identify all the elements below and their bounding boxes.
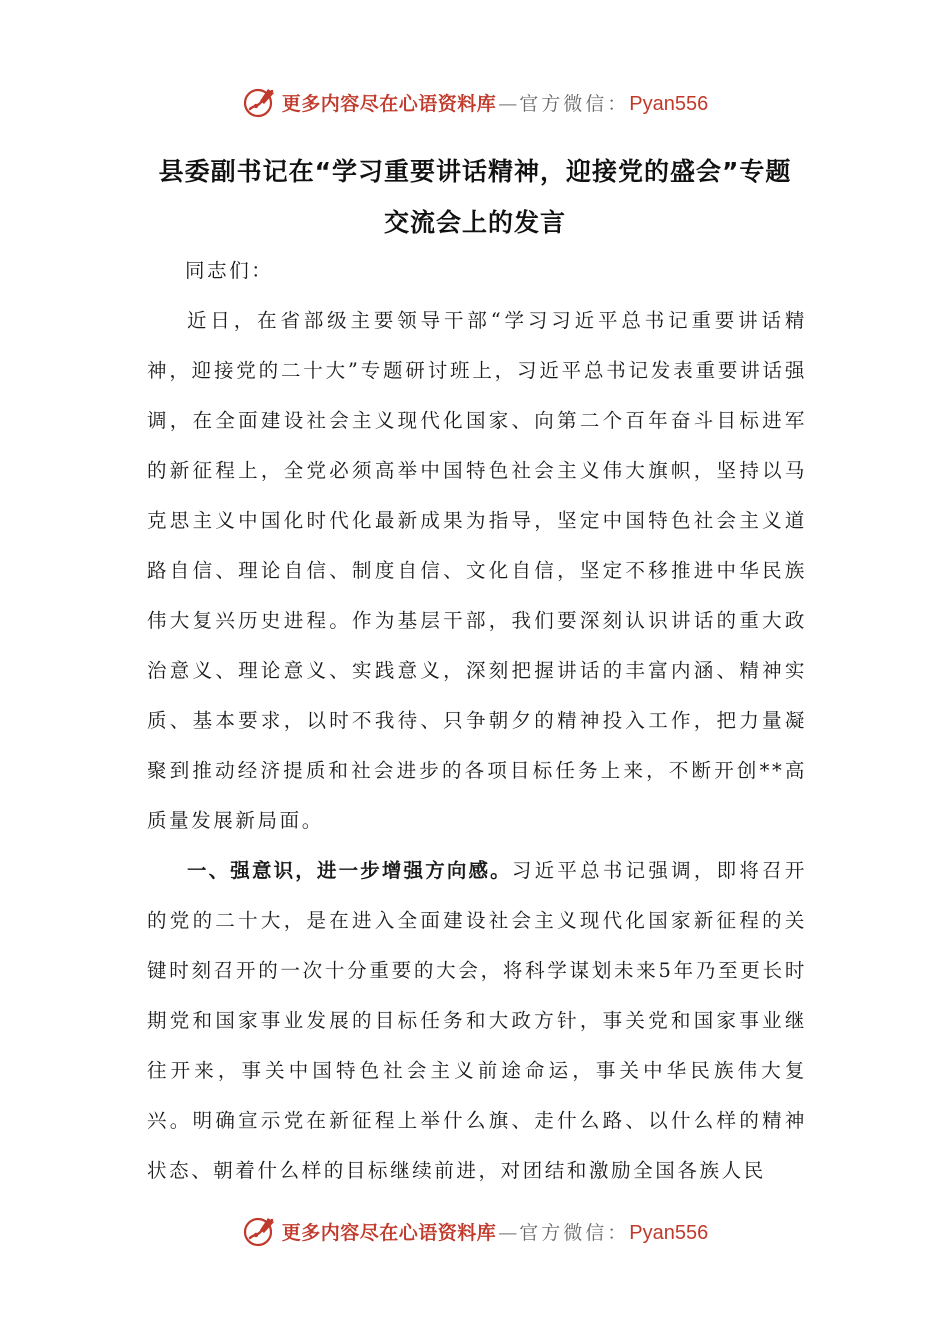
pen-logo-icon	[242, 1214, 276, 1248]
section-1-heading: 一、强意识，进一步增强方向感。	[187, 859, 512, 882]
banner-wechat-label: 官方微信：	[519, 92, 630, 115]
pen-logo-icon	[242, 85, 276, 119]
header-banner	[0, 82, 950, 122]
banner-dash: —	[498, 92, 518, 115]
banner-wechat-label: 官方微信：	[519, 1221, 630, 1244]
banner-wechat-id: Pyan556	[629, 92, 709, 115]
paragraph-section-1	[147, 846, 807, 1196]
document-title-line-1: 县委副书记在“学习重要讲话精神，迎接党的盛会”专题	[158, 157, 792, 186]
footer-banner	[0, 1211, 950, 1251]
greeting: 同志们：	[185, 259, 274, 282]
banner-main-text: 更多内容尽在心语资料库	[281, 1221, 497, 1244]
banner-wechat-id: Pyan556	[629, 1221, 709, 1244]
banner-main-text: 更多内容尽在心语资料库	[281, 92, 497, 115]
section-1-text: 习近平总书记强调，即将召开的党的二十大，是在进入全面建设社会主义现代化国家新征程的关键时刻召开的一次十分重要的大会，将科学谋划未来5年乃至更长时期党和国家事业发展的目标任务和大政方针，事关党和国家事业继往开来，事关中国特色社会主义前途命运，事关中华民族伟大复兴。明确宣示党在新征程上举什么旗、走什么路、以什么样的精神状态、朝着什么样的目标继续前进，对团结和激励全国各族人民	[147, 859, 807, 1182]
paragraph-intro: 近日，在省部级主要领导干部“学习习近平总书记重要讲话精神，迎接党的二十大”专题研讨班上，习近平总书记发表重要讲话强调，在全面建设社会主义现代化国家、向第二个百年奋斗目标进军的新征程上，全党必须高举中国特色社会主义伟大旗帜，坚持以马克思主义中国化时代化最新成果为指导，坚定中国特色社会主义道路自信、理论自信、制度自信、文化自信，坚定不移推进中华民族伟大复兴历史进程。作为基层干部，我们要深刻认识讲话的重大政治意义、理论意义、实践意义，深刻把握讲话的丰富内涵、精神实质、基本要求，以时不我待、只争朝夕的精神投入工作，把力量凝聚到推动经济提质和社会进步的各项目标任务上来，不断开创**高质量发展新局面。	[147, 309, 807, 832]
banner-dash: —	[498, 1221, 518, 1244]
document-title-line-2: 交流会上的发言	[383, 208, 566, 237]
document-body	[147, 246, 807, 1196]
